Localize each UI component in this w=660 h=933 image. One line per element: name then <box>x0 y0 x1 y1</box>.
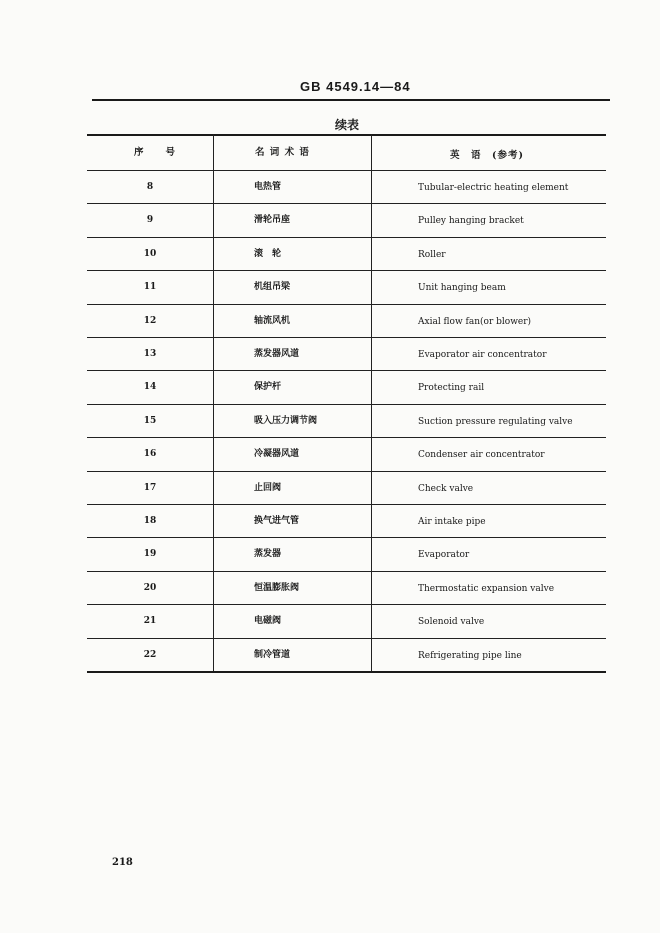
row-number: 8 <box>146 182 154 192</box>
page-number: 218 <box>112 857 133 868</box>
row-english: Evaporator air concentrator <box>418 350 547 360</box>
row-term: 电磁阀 <box>254 616 282 627</box>
row-divider <box>87 638 606 639</box>
row-term: 恒温膨胀阀 <box>254 582 300 593</box>
row-english: Evaporator <box>418 550 470 561</box>
column-divider <box>213 134 214 671</box>
row-number: 22 <box>143 649 157 660</box>
standard-code: GB 4549.14—84 <box>300 79 411 94</box>
row-english: Tubular-electric heating element <box>418 183 569 193</box>
row-number: 19 <box>143 549 157 560</box>
row-term: 止回阀 <box>254 482 282 493</box>
row-number: 18 <box>143 516 157 526</box>
row-divider <box>87 337 606 338</box>
row-number: 13 <box>143 349 157 359</box>
row-english: Axial flow fan(or blower) <box>418 316 532 327</box>
row-term: 制冷管道 <box>254 649 291 660</box>
row-number: 15 <box>143 415 157 426</box>
row-divider <box>87 203 606 204</box>
row-term: 冷凝器风道 <box>254 449 300 460</box>
row-english: Air intake pipe <box>418 517 486 527</box>
row-term: 电热管 <box>254 182 282 192</box>
column-header: 英 语 (参考) <box>450 150 524 161</box>
row-term: 保护杆 <box>254 382 282 393</box>
header-bottom-rule <box>87 170 606 171</box>
row-english: Thermostatic expansion valve <box>418 583 555 594</box>
row-term: 机组吊梁 <box>254 282 291 293</box>
row-number: 11 <box>143 282 157 293</box>
row-term: 滚 轮 <box>254 248 282 259</box>
row-english: Protecting rail <box>418 383 485 394</box>
row-english: Condenser air concentrator <box>418 450 545 461</box>
table-title: 续表 <box>335 118 360 132</box>
column-header: 序 号 <box>133 147 176 158</box>
row-number: 17 <box>143 482 157 493</box>
row-number: 16 <box>143 449 157 460</box>
column-header: 名 词 术 语 <box>255 147 310 158</box>
row-english: Unit hanging beam <box>418 283 506 294</box>
row-divider <box>87 237 606 238</box>
row-divider <box>87 304 606 305</box>
row-english: Suction pressure regulating valve <box>418 416 573 427</box>
row-term: 换气进气管 <box>254 516 300 526</box>
row-divider <box>87 471 606 472</box>
row-number: 14 <box>143 382 157 393</box>
row-number: 21 <box>143 616 157 627</box>
table-bottom-rule <box>87 671 606 673</box>
row-number: 20 <box>143 582 157 593</box>
row-divider <box>87 404 606 405</box>
row-divider <box>87 604 606 605</box>
table-top-rule <box>87 134 606 136</box>
row-term: 吸入压力调节阀 <box>254 415 318 426</box>
row-divider <box>87 437 606 438</box>
row-english: Check valve <box>418 483 474 494</box>
row-number: 10 <box>143 248 157 259</box>
row-divider <box>87 537 606 538</box>
row-number: 12 <box>143 315 157 326</box>
row-term: 蒸发器 <box>254 549 282 560</box>
row-term: 轴流风机 <box>254 315 291 326</box>
row-english: Roller <box>418 249 446 260</box>
row-term: 滑轮吊座 <box>254 215 291 226</box>
row-divider <box>87 270 606 271</box>
row-english: Pulley hanging bracket <box>418 216 524 227</box>
row-english: Refrigerating pipe line <box>418 650 522 661</box>
row-term: 蒸发器风道 <box>254 349 300 359</box>
row-divider <box>87 504 606 505</box>
row-number: 9 <box>146 215 154 226</box>
row-divider <box>87 571 606 572</box>
row-english: Solenoid valve <box>418 617 485 628</box>
column-divider <box>371 134 372 671</box>
header-rule <box>92 99 610 101</box>
row-divider <box>87 370 606 371</box>
